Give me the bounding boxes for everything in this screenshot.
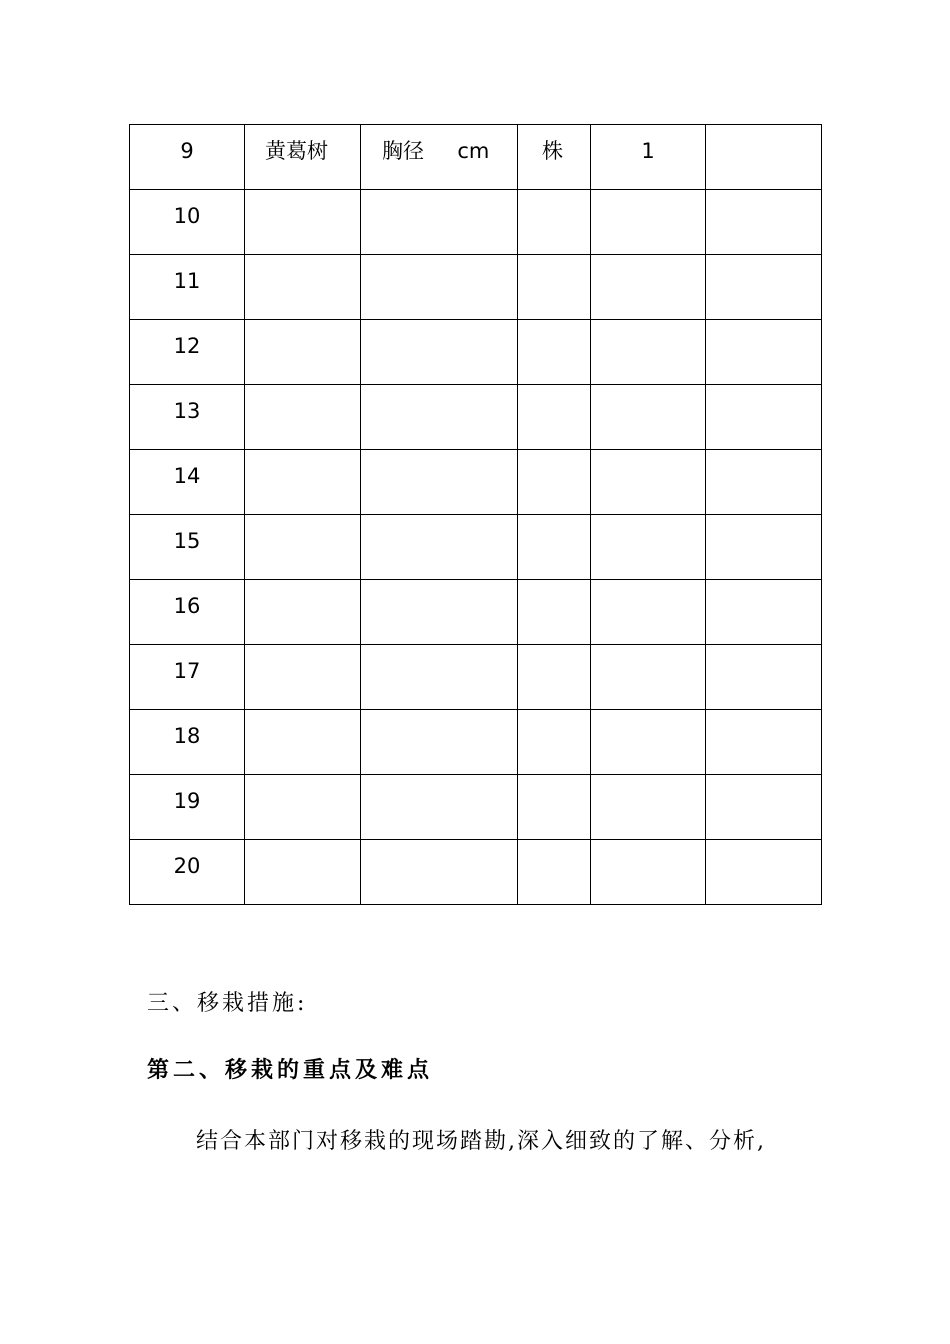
plant-name-cell [245, 775, 361, 840]
table-row [130, 320, 822, 385]
section-heading: 三、移栽措施: [147, 991, 308, 1016]
table-row [130, 710, 822, 775]
row-number-text: 11 [173, 269, 201, 293]
unit-cell [518, 840, 591, 905]
plant-name-cell [245, 320, 361, 385]
quantity-cell [591, 450, 706, 515]
unit-text: 株 [542, 139, 563, 163]
row-number-text: 9 [180, 139, 194, 163]
specification-cell [361, 320, 518, 385]
row-number-cell [130, 645, 245, 710]
plant-name-cell [245, 125, 361, 190]
row-number-text: 18 [173, 724, 201, 748]
quantity-cell [591, 710, 706, 775]
unit-cell [518, 385, 591, 450]
remark-cell [706, 840, 822, 905]
quantity-cell [591, 840, 706, 905]
plant-name-cell [245, 385, 361, 450]
row-number-text: 13 [173, 399, 201, 423]
quantity-cell [591, 645, 706, 710]
remark-cell [706, 710, 822, 775]
unit-cell [518, 320, 591, 385]
row-number-cell [130, 775, 245, 840]
unit-cell [518, 710, 591, 775]
unit-cell [518, 645, 591, 710]
specification-cell [361, 775, 518, 840]
plant-table [129, 124, 822, 905]
remark-cell [706, 255, 822, 320]
row-number-cell [130, 190, 245, 255]
plant-name-cell [245, 580, 361, 645]
plant-name-cell [245, 645, 361, 710]
remark-cell [706, 775, 822, 840]
plant-name-cell [245, 450, 361, 515]
row-number-text: 12 [173, 334, 201, 358]
specification-cell [361, 385, 518, 450]
row-number-text: 14 [173, 464, 201, 488]
table-row [130, 125, 822, 190]
table-row [130, 515, 822, 580]
specification-cell [361, 450, 518, 515]
subsection-heading: 第二、移栽的重点及难点 [147, 1058, 434, 1083]
row-number-cell [130, 840, 245, 905]
table-row [130, 580, 822, 645]
row-number-cell [130, 385, 245, 450]
row-number-cell [130, 125, 245, 190]
quantity-cell [591, 385, 706, 450]
table-row [130, 775, 822, 840]
quantity-cell [591, 320, 706, 385]
plant-name-cell [245, 840, 361, 905]
plant-name-cell [245, 710, 361, 775]
unit-cell [518, 125, 591, 190]
specification-cell [361, 190, 518, 255]
remark-cell [706, 580, 822, 645]
table-row [130, 255, 822, 320]
row-number-cell [130, 255, 245, 320]
row-number-cell [130, 320, 245, 385]
table-body [130, 125, 822, 905]
table-row [130, 840, 822, 905]
row-number-cell [130, 450, 245, 515]
specification-cell [361, 125, 518, 190]
quantity-cell [591, 775, 706, 840]
unit-cell [518, 580, 591, 645]
remark-cell [706, 320, 822, 385]
body-paragraph: 结合本部门对移栽的现场踏勘,深入细致的了解、分析, [196, 1129, 766, 1154]
row-number-cell [130, 580, 245, 645]
specification-text: 胸径 cm [382, 139, 490, 163]
quantity-text: 1 [641, 139, 655, 163]
specification-cell [361, 515, 518, 580]
row-number-text: 19 [173, 789, 201, 813]
unit-cell [518, 255, 591, 320]
remark-cell [706, 450, 822, 515]
table-row [130, 190, 822, 255]
unit-cell [518, 190, 591, 255]
unit-cell [518, 515, 591, 580]
table-row [130, 450, 822, 515]
remark-cell [706, 515, 822, 580]
remark-cell [706, 385, 822, 450]
table-row [130, 385, 822, 450]
row-number-text: 15 [173, 529, 201, 553]
remark-cell [706, 645, 822, 710]
plant-name-cell [245, 190, 361, 255]
specification-cell [361, 710, 518, 775]
remark-cell [706, 125, 822, 190]
quantity-cell [591, 580, 706, 645]
remark-cell [706, 190, 822, 255]
quantity-cell [591, 190, 706, 255]
unit-cell [518, 775, 591, 840]
row-number-cell [130, 710, 245, 775]
specification-cell [361, 580, 518, 645]
row-number-text: 10 [173, 204, 201, 228]
row-number-text: 20 [173, 854, 201, 878]
quantity-cell [591, 255, 706, 320]
plant-name-text: 黄葛树 [265, 139, 328, 163]
unit-cell [518, 450, 591, 515]
specification-cell [361, 840, 518, 905]
specification-cell [361, 645, 518, 710]
plant-name-cell [245, 255, 361, 320]
row-number-text: 17 [173, 659, 201, 683]
table-row [130, 645, 822, 710]
quantity-cell [591, 125, 706, 190]
row-number-cell [130, 515, 245, 580]
quantity-cell [591, 515, 706, 580]
plant-name-cell [245, 515, 361, 580]
specification-cell [361, 255, 518, 320]
row-number-text: 16 [173, 594, 201, 618]
